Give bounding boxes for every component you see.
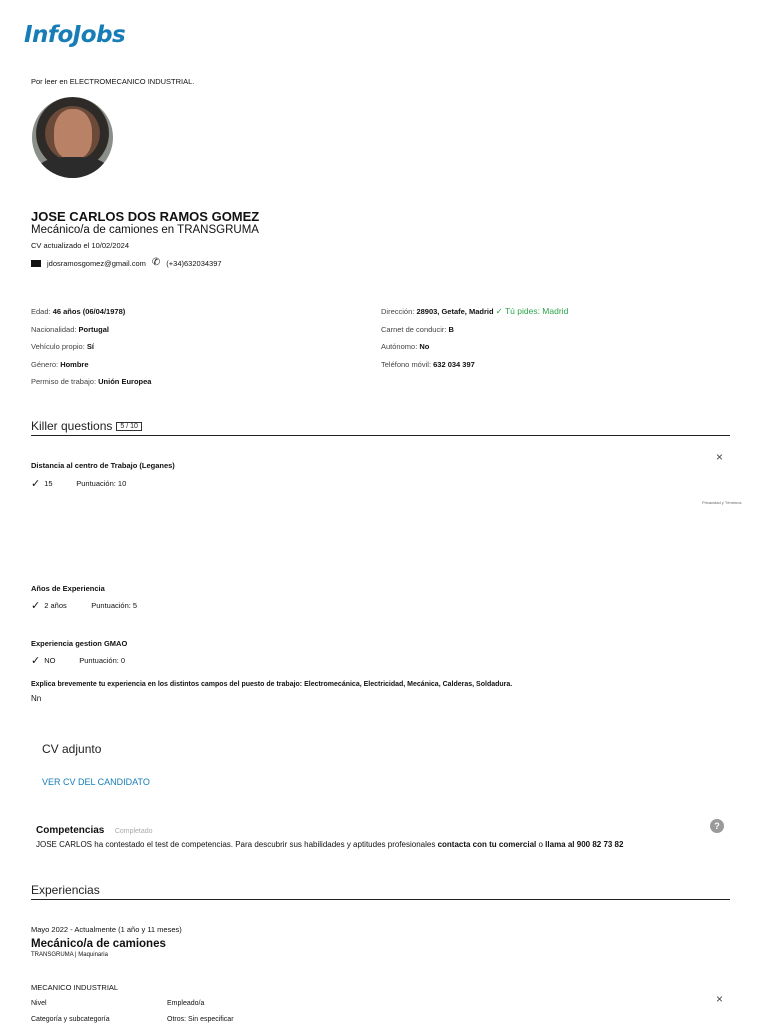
detail-self-employed: Autónomo: No — [381, 342, 430, 351]
experience-category-title: MECANICO INDUSTRIAL — [31, 983, 119, 992]
close-icon[interactable]: × — [716, 992, 724, 1006]
detail-driving-license: Carnet de conducir: B — [381, 324, 454, 334]
competencias-status: Completado — [114, 828, 153, 835]
detail-mobile: Teléfono móvil: 632 034 397 — [381, 359, 475, 369]
killer-questions-title: Killer questions 5 / 10 — [31, 419, 142, 433]
detail-gender: Género: Hombre — [31, 359, 89, 369]
read-status: Por leer en ELECTROMECANICO INDUSTRIAL. — [31, 77, 195, 86]
footnote-link[interactable]: Privacidad y Términos — [702, 500, 742, 505]
details-left — [31, 303, 151, 391]
detail-age: Edad: 46 años (06/04/1978) — [31, 307, 126, 316]
question-score: Puntuación: 0 — [79, 656, 126, 665]
contact-row — [31, 258, 222, 268]
question-score: Puntuación: 10 — [76, 479, 127, 488]
question-answer: 2 años — [44, 601, 67, 610]
question-answer: 15 — [44, 479, 53, 488]
check-icon: ✓ — [31, 655, 41, 667]
question-answer-row — [31, 654, 125, 667]
question-answer-row — [31, 599, 137, 612]
check-icon: ✓ — [31, 478, 41, 490]
detail-value: Otros: Sin especificar — [167, 1016, 234, 1023]
infojobs-logo[interactable]: InfoJobs — [24, 22, 126, 48]
close-icon[interactable]: × — [716, 450, 724, 464]
avatar — [32, 97, 113, 178]
candidate-name: JOSE CARLOS DOS RAMOS GOMEZ — [31, 209, 260, 224]
candidate-phone[interactable]: (+34)632034397 — [166, 258, 222, 268]
experience-company: TRANSGRUMA | Maquinaria — [31, 952, 108, 958]
experience-role: Mecánico/a de camiones — [31, 938, 166, 950]
avatar-face — [54, 109, 92, 159]
view-cv-link[interactable]: VER CV DEL CANDIDATO — [42, 777, 150, 787]
competencias-text: JOSE CARLOS ha contestado el test de competencias. Para descubrir sus habilidades y aptitudes profesionales contacta con tu comercial o llama al 900 82 73 82 — [36, 840, 624, 849]
experience-period: Mayo 2022 - Actualmente (1 año y 11 meses) — [31, 925, 182, 934]
cv-updated-date: CV actualizado el 10/02/2024 — [31, 241, 129, 250]
question-score: Puntuación: 5 — [91, 601, 138, 610]
location-match: ✓ Tú pides: Madrid — [495, 306, 569, 316]
detail-work-permit: Permiso de trabajo: Unión Europea — [31, 377, 152, 386]
question-title: Distancia al centro de Trabajo (Leganes) — [31, 461, 175, 470]
open-question-answer: Nn — [31, 694, 42, 703]
detail-label: Categoría y subcategoría — [31, 1016, 110, 1023]
mail-icon — [31, 260, 41, 267]
experience-details — [31, 1000, 367, 1023]
cv-attachment-title: CV adjunto — [42, 742, 102, 756]
check-icon: ✓ — [31, 600, 41, 612]
avatar-shirt — [38, 157, 108, 178]
experiences-divider — [31, 899, 730, 900]
competencias-title: Competencias — [36, 825, 105, 836]
phone-icon: ✆ — [151, 257, 161, 268]
killer-score-badge: 5 / 10 — [116, 422, 142, 431]
detail-value: Empleado/a — [167, 1000, 205, 1007]
killer-divider — [31, 435, 730, 436]
detail-nationality: Nacionalidad: Portugal — [31, 324, 109, 334]
details-right — [381, 303, 568, 373]
competencias-header — [36, 820, 153, 838]
experiences-title: Experiencias — [31, 883, 100, 897]
help-icon[interactable]: ? — [710, 819, 724, 833]
detail-address: Dirección: 28903, Getafe, Madrid ✓ Tú pides: Madrid — [381, 306, 569, 316]
detail-vehicle: Vehículo propio: Sí — [31, 342, 94, 351]
question-title: Años de Experiencia — [31, 584, 105, 593]
candidate-headline: Mecánico/a de camiones en TRANSGRUMA — [31, 224, 259, 236]
question-title: Experiencia gestion GMAO — [31, 639, 128, 648]
question-answer-row — [31, 477, 126, 490]
candidate-email[interactable]: jdosramosgomez@gmail.com — [47, 258, 146, 268]
detail-label: Nivel — [31, 1000, 47, 1007]
open-question-title: Explica brevemente tu experiencia en los distintos campos del puesto de trabajo: Electromecánica, Electricidad, Mecánica, Calderas, Soldadura. — [31, 681, 513, 688]
question-answer: NO — [44, 656, 56, 665]
